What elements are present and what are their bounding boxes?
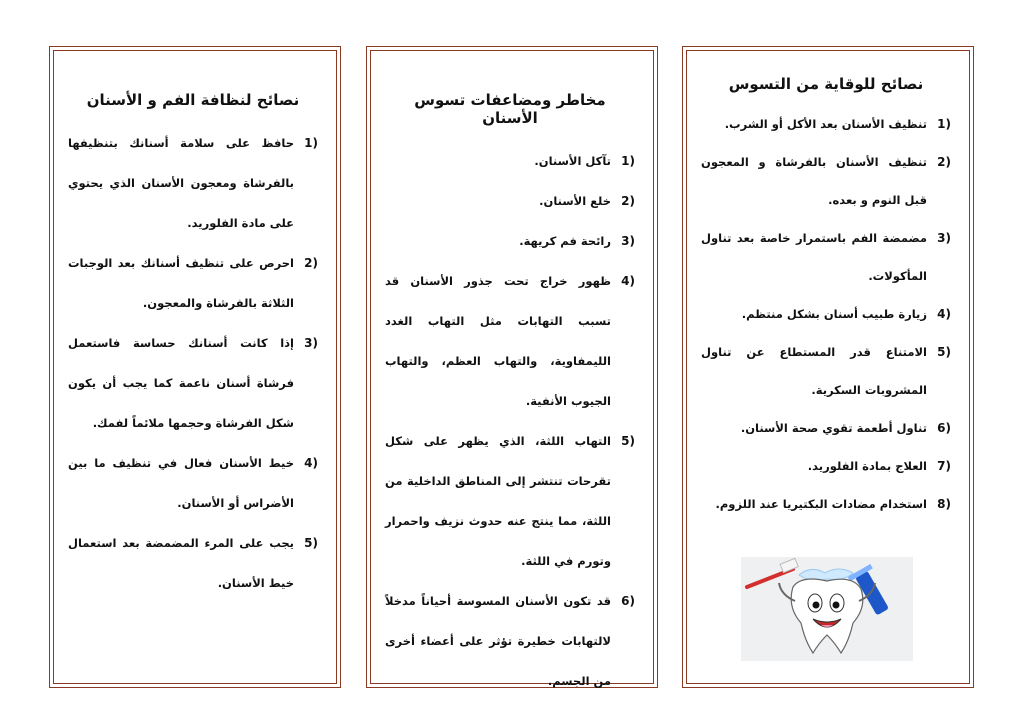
item-number: 7): [937, 459, 951, 473]
list-item: [385, 581, 635, 701]
item-number: 3): [621, 234, 635, 248]
item-number: 3): [304, 336, 318, 350]
item-text: زيارة طبيب أسنان بشكل منتظم.: [741, 307, 927, 321]
list-item: [385, 221, 635, 261]
list-item: [701, 143, 951, 219]
panel-title: مخاطر ومضاعفات تسوس الأسنان: [414, 91, 606, 127]
risks-list: [385, 141, 635, 701]
list-item: [701, 105, 951, 143]
list-item: [385, 261, 635, 421]
panel-prevention: [686, 50, 970, 684]
panel-hygiene: [53, 50, 337, 684]
list-item: [68, 523, 318, 603]
item-number: 3): [937, 231, 951, 245]
item-text: استخدام مضادات البكتيريا عند اللزوم.: [715, 497, 927, 511]
item-number: 2): [937, 155, 951, 169]
item-text: قد تكون الأسنان المسوسة أحياناً مدخلاً لالتهابات خطيرة تؤثر على أعضاء أخرى من الجسم.: [385, 594, 611, 688]
list-item: [68, 323, 318, 443]
item-text: الامتناع قدر المستطاع عن تناول المشروبات السكرية.: [701, 345, 927, 397]
item-text: مضمضة الفم باستمرار خاصة بعد تناول المأكولات.: [701, 231, 927, 283]
item-text: رائحة فم كريهة.: [519, 234, 611, 248]
item-number: 2): [304, 256, 318, 270]
item-text: يجب على المرء المضمضة بعد استعمال خيط الأسنان.: [68, 536, 294, 590]
list-item: [68, 243, 318, 323]
item-text: التهاب اللثة، الذي يظهر على شكل تقرحات تنتشر إلى المناطق الداخلية من اللثة، مما ينتج عنه حدوث نزيف واحمرار وتورم في اللثة.: [385, 434, 611, 568]
item-number: 2): [621, 194, 635, 208]
item-text: خلع الأسنان.: [539, 194, 611, 208]
list-item: [701, 333, 951, 409]
item-text: إذا كانت أسنانك حساسة فاستعمل فرشاة أسنان ناعمة كما يجب أن يكون شكل الفرشاة وحجمها ملائماً لفمك.: [68, 336, 294, 430]
item-number: 6): [937, 421, 951, 435]
item-text: العلاج بمادة الفلوريد.: [807, 459, 927, 473]
item-number: 4): [304, 456, 318, 470]
item-text: تآكل الأسنان.: [534, 154, 611, 168]
item-text: تنظيف الأسنان بالفرشاة و المعجون قبل النوم و بعده.: [701, 155, 927, 207]
prevention-list: [701, 105, 951, 523]
item-text: تنظيف الأسنان بعد الأكل أو الشرب.: [724, 117, 927, 131]
item-number: 8): [937, 497, 951, 511]
list-item: [701, 447, 951, 485]
hygiene-list: [68, 123, 318, 603]
item-number: 4): [937, 307, 951, 321]
item-text: تناول أطعمة تقوي صحة الأسنان.: [740, 421, 927, 435]
item-text: خيط الأسنان فعال في تنظيف ما بين الأضراس أو الأسنان.: [68, 456, 294, 510]
list-item: [68, 443, 318, 523]
tooth-cartoon-illustration: [741, 557, 913, 661]
list-item: [701, 409, 951, 447]
item-text: حافظ على سلامة أسنانك بتنظيفها بالفرشاة ومعجون الأسنان الذي يحتوي على مادة الفلوريد.: [68, 136, 294, 230]
list-item: [701, 219, 951, 295]
panel-title: نصائح لنظافة الفم و الأسنان: [86, 91, 300, 109]
panel-risks: [370, 50, 654, 688]
list-item: [385, 141, 635, 181]
item-text: ظهور خراج تحت جذور الأسنان قد تسبب التهابات مثل التهاب الغدد الليمفاوية، والتهاب العظم، والتهاب الجيوب الأنفية.: [385, 274, 611, 408]
item-number: 5): [304, 536, 318, 550]
list-item: [701, 295, 951, 333]
list-item: [385, 421, 635, 581]
item-number: 1): [937, 117, 951, 131]
item-number: 6): [621, 594, 635, 608]
list-item: [68, 123, 318, 243]
item-number: 5): [937, 345, 951, 359]
list-item: [701, 485, 951, 523]
panel-title: نصائح للوقاية من التسوس: [728, 75, 924, 93]
list-item: [385, 181, 635, 221]
item-number: 5): [621, 434, 635, 448]
item-number: 1): [621, 154, 635, 168]
item-number: 4): [621, 274, 635, 288]
item-number: 1): [304, 136, 318, 150]
item-text: احرص على تنظيف أسنانك بعد الوجبات الثلاثة بالفرشاة والمعجون.: [68, 256, 294, 310]
